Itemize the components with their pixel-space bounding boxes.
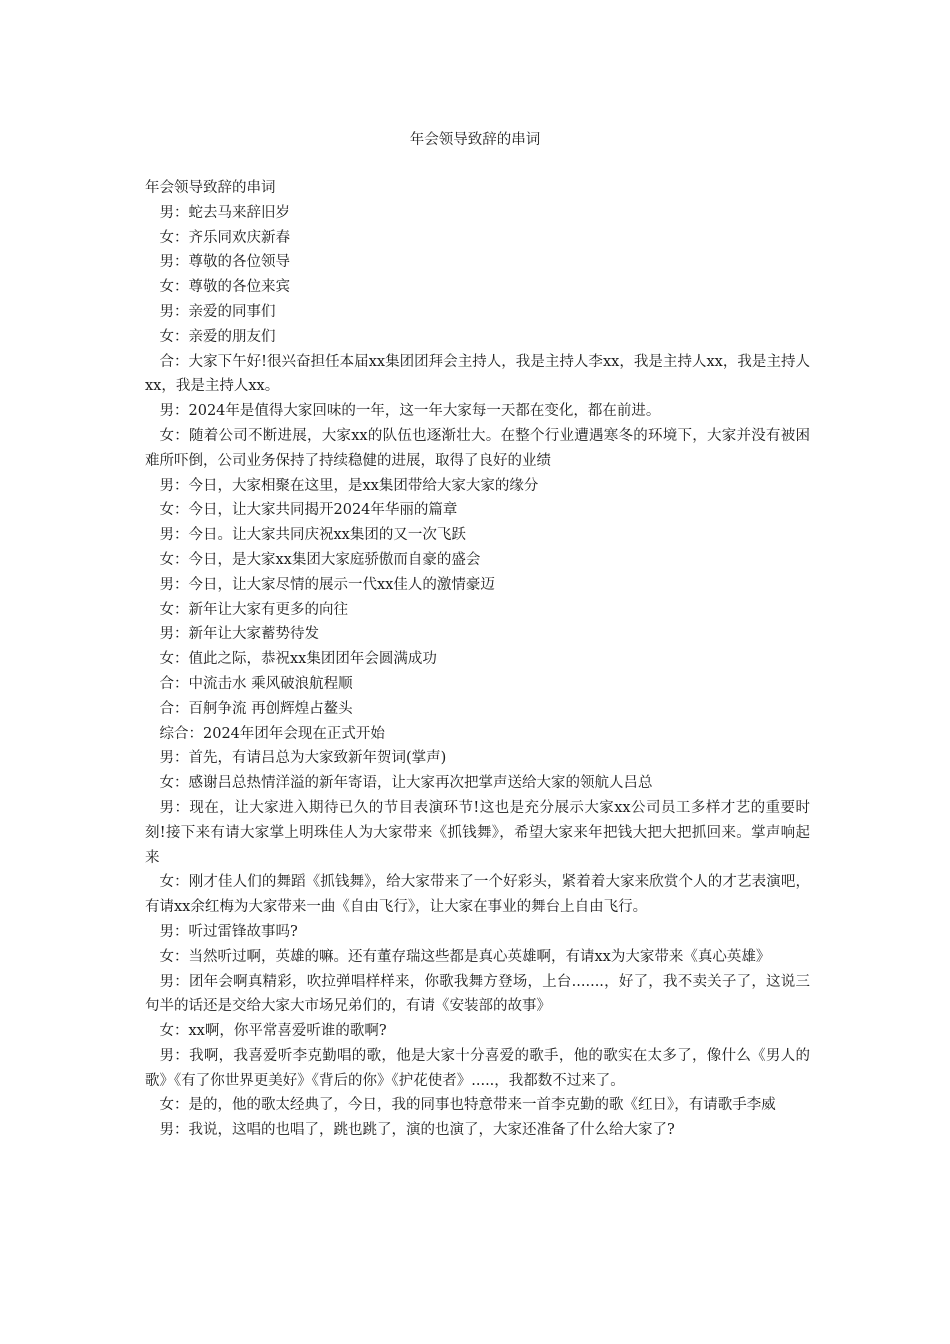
paragraph: 男：今日，大家相聚在这里，是xx集团带给大家大家的缘分: [159, 477, 539, 494]
paragraph: 女：值此之际，恭祝xx集团团年会圆满成功: [159, 651, 437, 668]
paragraph: 合：大家下午好!很兴奋担任本届xx集团团拜会主持人，我是主持人李xx，我是主持人xx，我是主持人xx，我是主持人xx。: [145, 353, 810, 395]
paragraph: 女：是的，他的歌太经典了，今日，我的同事也特意带来一首李克勤的歌《红日》，有请歌手李威: [159, 1097, 776, 1114]
paragraph: 女：新年让大家有更多的向往: [159, 601, 348, 618]
paragraph: 女：刚才佳人们的舞蹈《抓钱舞》，给大家带来了一个好彩头，紧着着大家来欣赏个人的才艺表演吧，有请xx余红梅为大家带来一曲《自由飞行》，让大家在事业的舞台上自由飞行。: [145, 874, 810, 916]
paragraph: 男：尊敬的各位领导: [159, 254, 290, 271]
paragraph: 女：xx啊，你平常喜爱听谁的歌啊?: [159, 1023, 387, 1040]
document-body: [145, 176, 810, 1143]
paragraph: 合：百舸争流 再创辉煌占鳌头: [159, 700, 353, 717]
paragraph: 男：新年让大家蓄势待发: [159, 626, 319, 643]
paragraph: 女：亲爱的朋友们: [159, 328, 276, 345]
paragraph: 综合：2024年团年会现在正式开始: [159, 725, 385, 742]
paragraph: 男：团年会啊真精彩，吹拉弹唱样样来，你歌我舞方登场，上台.......，好了，我不卖关子了，这说三句半的话还是交给大家大市场兄弟们的，有请《安装部的故事》: [145, 973, 810, 1015]
paragraph: 女：随着公司不断进展，大家xx的队伍也逐渐壮大。在整个行业遭遇寒冬的环境下，大家并没有被困难所吓倒，公司业务保持了持续稳健的进展，取得了良好的业绩: [145, 427, 810, 469]
paragraph: 女：齐乐同欢庆新春: [159, 229, 290, 246]
paragraph: 合：中流击水 乘风破浪航程顺: [159, 675, 353, 692]
document-title: 年会领导致辞的串词: [409, 132, 541, 148]
paragraph: 男：亲爱的同事们: [159, 303, 276, 320]
paragraph: 男：今日。让大家共同庆祝xx集团的又一次飞跃: [159, 527, 466, 544]
paragraph: 女：感谢吕总热情洋溢的新年寄语，让大家再次把掌声送给大家的领航人吕总: [159, 775, 653, 792]
paragraph: 男：我啊，我喜爱听李克勤唱的歌，他是大家十分喜爱的歌手，他的歌实在太多了，像什么《男人的歌》《有了你世界更美好》《背后的你》《护花使者》.....，我都数不过来了。: [145, 1047, 810, 1089]
paragraph: 男：首先，有请吕总为大家致新年贺词(掌声): [159, 750, 447, 767]
paragraph: 男：我说，这唱的也唱了，跳也跳了，演的也演了，大家还准备了什么给大家了?: [159, 1122, 675, 1139]
paragraph: 男：现在，让大家进入期待已久的节目表演环节!这也是充分展示大家xx公司员工多样才艺的重要时刻!接下来有请大家掌上明珠佳人为大家带来《抓钱舞》，希望大家来年把钱大把大把抓回来。掌声响起来: [145, 799, 810, 866]
paragraph: 女：今日，是大家xx集团大家庭骄傲而自豪的盛会: [159, 551, 481, 568]
paragraph: 女：当然听过啊，英雄的嘛。还有董存瑞这些都是真心英雄啊，有请xx为大家带来《真心英雄》: [159, 948, 771, 965]
paragraph: 女：今日，让大家共同揭开2024年华丽的篇章: [159, 502, 458, 519]
paragraph: 男：2024年是值得大家回味的一年，这一年大家每一天都在变化，都在前进。: [159, 403, 661, 420]
paragraph-heading: 年会领导致辞的串词: [145, 180, 276, 196]
paragraph: 男：今日，让大家尽情的展示一代xx佳人的激情豪迈: [159, 576, 495, 593]
paragraph: 男：听过雷锋故事吗?: [159, 923, 298, 940]
paragraph: 男：蛇去马来辞旧岁: [159, 204, 290, 221]
paragraph: 女：尊敬的各位来宾: [159, 279, 290, 296]
